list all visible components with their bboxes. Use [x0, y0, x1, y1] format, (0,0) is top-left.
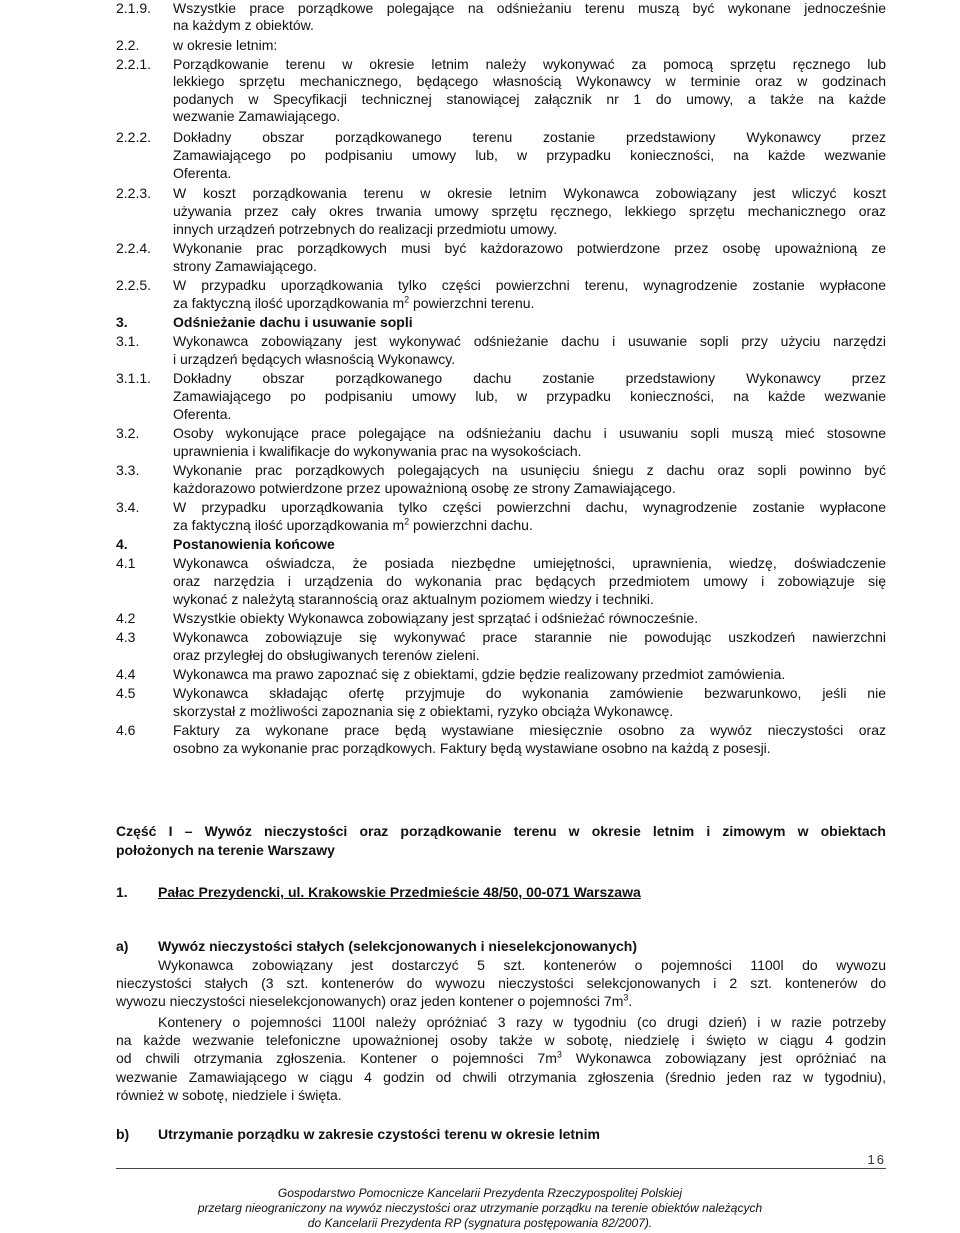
section-number: 4.1 — [116, 555, 136, 571]
section-text-line: Wykonawca zobowiązany jest wykonywać odśnieżanie dachu i usuwanie sopli przy użyciu narzędzi — [173, 333, 886, 349]
section-number: 2.2.3. — [116, 185, 152, 201]
location-number: 1. — [116, 884, 128, 900]
superscript: 2 — [404, 516, 410, 527]
section-text-line: każdorazowo potwierdzone przez upoważnioną osobę ze strony Zamawiającego. — [173, 480, 676, 496]
section-text-line: Wykonawca składając ofertę przyjmuje do wykonania zamówienie bezwarunkowo, jeśli nie — [173, 685, 886, 701]
paragraph-line: od chwili otrzymania zgłoszenia. Kontener o pojemności $7m^3$ Wykonawca zobowiązany jest opróżniać na — [116, 1049, 887, 1066]
section-heading: Postanowienia końcowe — [173, 536, 335, 552]
superscript: 2 — [404, 294, 410, 305]
section-number: 4.4 — [116, 666, 136, 682]
section-text-line: Dokładny obszar porządkowanego terenu zostanie przedstawiony Wykonawcy przez — [173, 129, 886, 145]
section-text-line: na każdym z obiektów. — [173, 17, 314, 33]
section-text-line: Zamawiającego po podpisaniu umowy lub, w przypadku konieczności, na każde wezwanie — [173, 388, 886, 404]
section-number: 3. — [116, 314, 128, 330]
section-number: 3.3. — [116, 462, 140, 478]
part-heading-line: Część I – Wywóz nieczystości oraz porządkowanie terenu w okresie letnim i zimowym w obiektach — [116, 823, 886, 839]
section-text-line: Wykonawca ma prawo zapoznać się z obiektami, gdzie będzie realizowany przedmiot zamówienia. — [173, 666, 786, 682]
section-text-line: używania przez cały okres trwania umowy sprzętu ręcznego, lekkiego sprzętu mechanicznego oraz — [173, 203, 886, 219]
section-number: 2.2.4. — [116, 240, 152, 256]
paragraph-line: Wykonawca zobowiązany jest dostarczyć 5 szt. kontenerów o pojemności 1100l do wywozu — [158, 957, 886, 973]
section-text-line: W przypadku uporządkowania tylko części powierzchni dachu, wynagrodzenie zostanie wypłacone — [173, 499, 886, 515]
section-text-line: wezwanie Zamawiającego. — [173, 108, 341, 124]
section-text-line: innych urządzeń potrzebnych do realizacji przedmiotu umowy. — [173, 221, 558, 237]
section-text-line: W przypadku uporządkowania tylko części powierzchni terenu, wynagrodzenie zostanie wypłacone — [173, 277, 886, 293]
paragraph-line: również w sobotę, niedziele i święta. — [116, 1087, 342, 1103]
section-heading: w okresie letnim: — [173, 37, 278, 53]
location-title: Pałac Prezydencki, ul. Krakowskie Przedmieście 48/50, 00-071 Warszawa — [158, 884, 641, 900]
section-number: 4.3 — [116, 629, 136, 645]
section-text-line: Wykonanie prac porządkowych musi być każdorazowo potwierdzone przez osobę upoważnioną ze — [173, 240, 886, 256]
section-text-line: za faktyczną ilość uporządkowania $m^2$ powierzchni dachu. — [173, 516, 533, 533]
superscript: 3 — [623, 992, 629, 1003]
section-number: 4.6 — [116, 722, 136, 738]
section-number: 4.5 — [116, 685, 136, 701]
section-number: 2.2. — [116, 37, 140, 53]
section-text-line: Wykonawca zobowiązuje się wykonywać prace starannie nie powodując uszkodzeń nawierzchni — [173, 629, 886, 645]
section-number: 4.2 — [116, 610, 136, 626]
section-heading: Odśnieżanie dachu i usuwanie sopli — [173, 314, 413, 330]
section-number: 2.2.5. — [116, 277, 152, 293]
section-number: 3.4. — [116, 499, 140, 515]
section-text-line: lekkiego sprzętu mechanicznego, będącego własnością Wykonawcy w terminie oraz w godzinach — [173, 73, 886, 89]
section-text-line: za faktyczną ilość uporządkowania $m^2$ powierzchni terenu. — [173, 294, 535, 311]
section-text-line: Zamawiającego po podpisaniu umowy lub, w przypadku konieczności, na każde wezwanie — [173, 147, 886, 163]
section-text-line: i urządzeń będących własnością Wykonawcy. — [173, 351, 456, 367]
section-text-line: oraz przyległej do obsługiwanych terenów zieleni. — [173, 647, 480, 663]
section-text-line: Wykonawca oświadcza, że posiada niezbędne umiejętności, uprawnienia, wiedzę, doświadczenie — [173, 555, 886, 571]
section-text-line: Dokładny obszar porządkowanego dachu zostanie przedstawiony Wykonawcy przez — [173, 370, 886, 386]
subsection-title: Utrzymanie porządku w zakresie czystości terenu w okresie letnim — [158, 1126, 600, 1142]
section-text-line: Wszystkie prace porządkowe polegające na odśnieżaniu terenu muszą być wykonane jednocześnie — [173, 0, 886, 16]
part-heading-line: położonych na terenie Warszawy — [116, 842, 335, 858]
section-text-line: Faktury za wykonane prace będą wystawiane miesięcznie osobno za wywóz nieczystości oraz — [173, 722, 886, 738]
section-text-line: Porządkowanie terenu w okresie letnim należy wykonywać za pomocą sprzętu ręcznego lub — [173, 56, 886, 72]
section-text-line: podanych w Specyfikacji technicznej stanowiącej załącznik nr 1 do umowy, a także na każde — [173, 91, 886, 107]
paragraph-line: na każde wezwanie telefoniczne upoważnionej osoby także w sobotę, niedzielę i święto w ciągu 4 godzin — [116, 1032, 886, 1048]
paragraph-line: nieczystości stałych (3 szt. kontenerów do wywozu nieczystości selekcjonowanych i 2 szt. kontenerów do — [116, 975, 886, 991]
section-number: 3.1. — [116, 333, 140, 349]
section-number: 2.1.9. — [116, 0, 152, 16]
page-number: 16 — [867, 1152, 886, 1167]
section-text-line: Oferenta. — [173, 406, 232, 422]
section-number: 2.2.1. — [116, 56, 152, 72]
section-number: 4. — [116, 536, 128, 552]
subsection-label: b) — [116, 1126, 130, 1142]
section-text-line: strony Zamawiającego. — [173, 258, 317, 274]
section-text-line: W koszt porządkowania terenu w okresie letnim Wykonawca zobowiązany jest wliczyć koszt — [173, 185, 886, 201]
footer-divider — [116, 1168, 886, 1169]
section-number: 3.2. — [116, 425, 140, 441]
footer-line: do Kancelarii Prezydenta RP (sygnatura postępowania 82/2007). — [307, 1216, 653, 1230]
section-text-line: Osoby wykonujące prace polegające na odśnieżaniu dachu i usuwaniu sopli muszą mieć stosowne — [173, 425, 886, 441]
section-text-line: oraz narzędzia i urządzenia do wykonania prac będących przedmiotem umowy i zobowiązuje się — [173, 573, 886, 589]
section-text-line: skorzystał z możliwości zapoznania się z obiektami, ryzyko obciąża Wykonawcę. — [173, 703, 674, 719]
section-text-line: wykonać z należytą starannością oraz aktualnym poziomem wiedzy i techniki. — [173, 591, 654, 607]
superscript: 3 — [556, 1049, 562, 1060]
section-text-line: uprawnienia i kwalifikacje do wykonywania prac na wysokościach. — [173, 443, 582, 459]
section-number: 2.2.2. — [116, 129, 152, 145]
section-text-line: Oferenta. — [173, 165, 232, 181]
paragraph-line: wezwanie Zamawiającego w ciągu 4 godzin od chwili otrzymania zgłoszenia (średnio jeden raz w tygodniu), — [116, 1069, 886, 1085]
footer-line: przetarg nieograniczony na wywóz nieczystości oraz utrzymanie porządku na terenie obiektów należących — [197, 1201, 763, 1215]
paragraph-line: Kontenery o pojemności 1100l należy opróżniać 3 razy w tygodniu (co drugi dzień) i w razie potrzeby — [158, 1014, 886, 1030]
subsection-label: a) — [116, 938, 129, 954]
subsection-title: Wywóz nieczystości stałych (selekcjonowanych i nieselekcjonowanych) — [158, 938, 638, 954]
section-text-line: Wszystkie obiekty Wykonawca zobowiązany jest sprzątać i odśnieżać równocześnie. — [173, 610, 699, 626]
section-number: 3.1.1. — [116, 370, 152, 386]
footer-line: Gospodarstwo Pomocnicze Kancelarii Prezydenta Rzeczypospolitej Polskiej — [277, 1186, 683, 1200]
section-text-line: Wykonanie prac porządkowych polegających na usunięciu śniegu z dachu oraz sopli powinno być — [173, 462, 886, 478]
section-text-line: osobno za wykonanie prac porządkowych. Faktury będą wystawiane osobno na każdą z posesji. — [173, 740, 771, 756]
paragraph-line: wywozu nieczystości nieselekcjonowanych) oraz jeden kontener o pojemności $7m^3$. — [116, 992, 633, 1009]
